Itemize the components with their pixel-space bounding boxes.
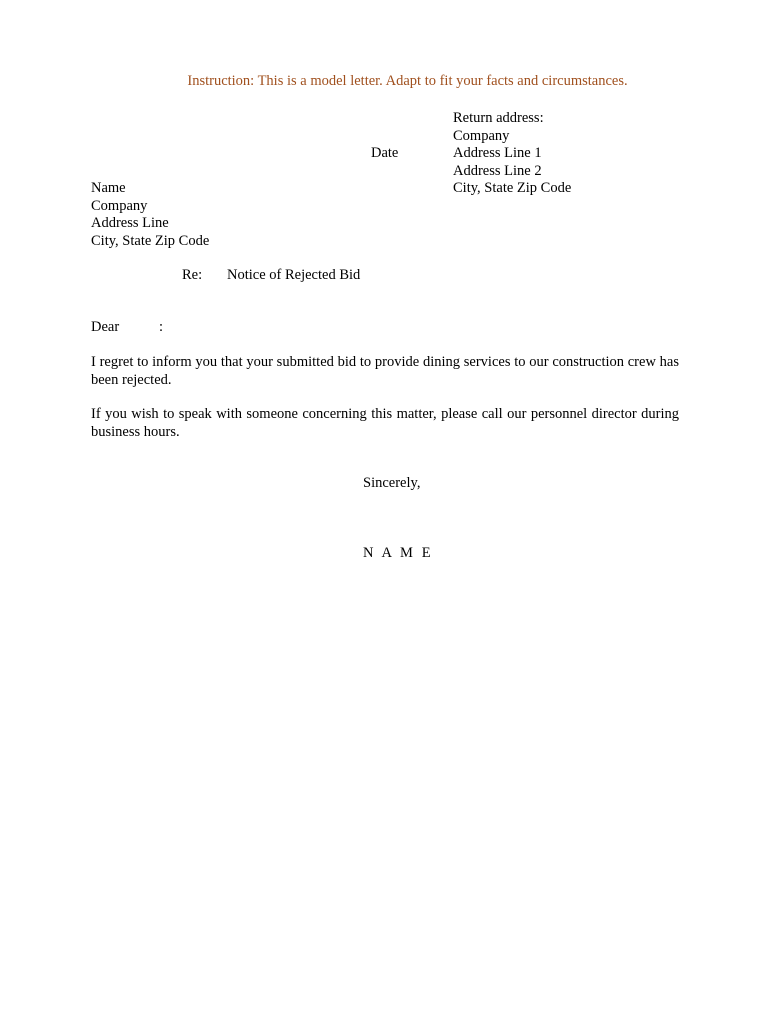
salutation-colon: : bbox=[159, 319, 164, 335]
closing: Sincerely, bbox=[363, 475, 421, 491]
re-label: Re: bbox=[182, 267, 203, 283]
return-address-city-state-zip: City, State Zip Code bbox=[453, 180, 572, 196]
re-subject: Notice of Rejected Bid bbox=[227, 267, 361, 283]
recipient-name: Name bbox=[91, 180, 126, 196]
return-address-label: Return address: bbox=[453, 110, 544, 126]
return-address-line2: Address Line 2 bbox=[453, 162, 542, 179]
return-address-block bbox=[453, 110, 571, 198]
recipient-address-block bbox=[91, 180, 209, 250]
recipient-company: Company bbox=[91, 197, 148, 214]
date-field: Date bbox=[371, 145, 399, 161]
instruction-note: Instruction: This is a model letter. Adapt to fit your facts and circumstances. bbox=[187, 73, 628, 89]
recipient-address-line: Address Line bbox=[91, 215, 169, 231]
signature-name: N A M E bbox=[363, 545, 434, 561]
body-paragraph-1: I regret to inform you that your submitted bid to provide dining services to our construction crew has been rejected. bbox=[91, 354, 679, 388]
recipient-city-state-zip: City, State Zip Code bbox=[91, 232, 210, 249]
body-paragraph-2: If you wish to speak with someone concerning this matter, please call our personnel director during business hours. bbox=[91, 406, 679, 440]
return-address-line1: Address Line 1 bbox=[453, 145, 542, 161]
salutation-word: Dear bbox=[91, 319, 120, 335]
return-address-company: Company bbox=[453, 127, 510, 144]
